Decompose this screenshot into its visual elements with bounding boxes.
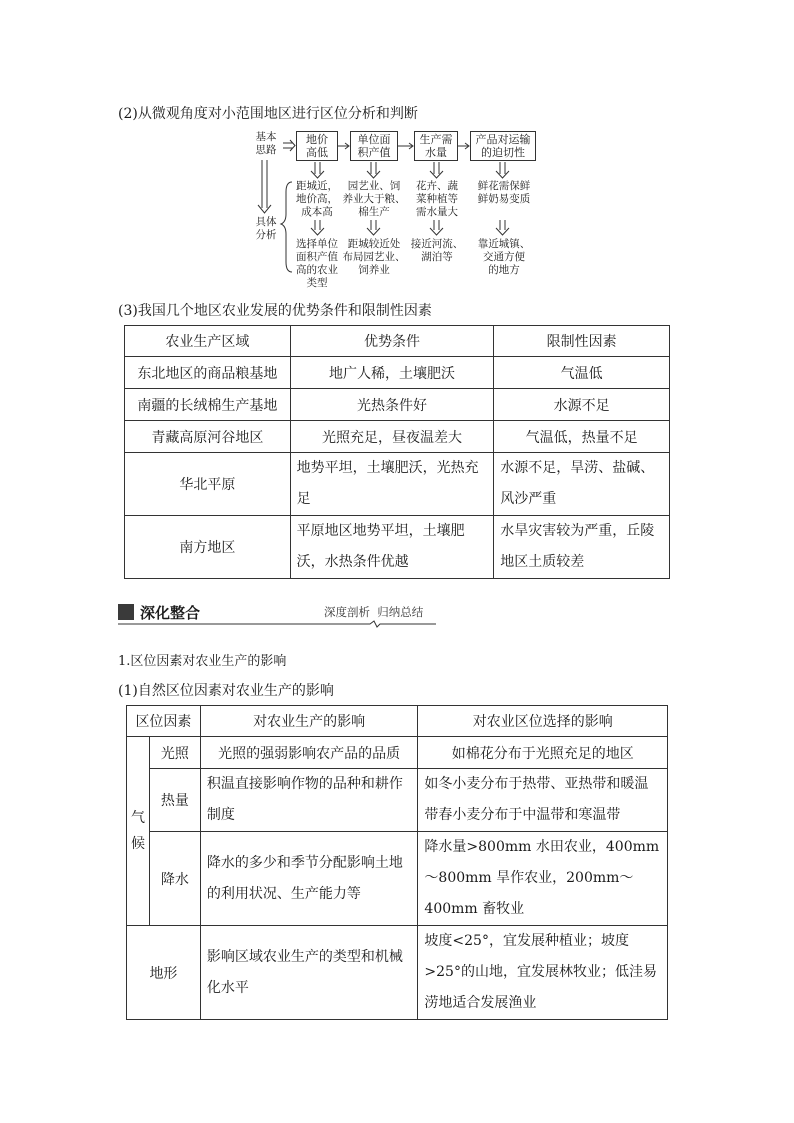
- cell-effect: 光照的强弱影响农产品的品质: [200, 737, 418, 769]
- cell-limit: 水源不足: [494, 389, 670, 421]
- flow-box-land-price: 地价 高低: [296, 131, 338, 161]
- cell-advantage: 平原地区地势平坦，土壤肥沃，水热条件优越: [290, 516, 494, 579]
- specific-analysis-label: 具体 分析: [255, 216, 277, 241]
- down-arrow-icon: [430, 220, 443, 235]
- flow-box-output-value: 单位面 积产值: [350, 131, 398, 161]
- table-row: [125, 421, 670, 453]
- header-region: 农业生产区域: [125, 326, 291, 357]
- flow-r1-c2: 园艺业、饲 养业大于粮、 棉生产: [342, 180, 406, 218]
- table-header-row: [127, 706, 668, 737]
- flow-box-transport-urgency: 产品对运输 的迫切性: [470, 131, 536, 161]
- table-header-row: [125, 326, 670, 357]
- cell-limit: 气温低，热量不足: [494, 421, 670, 453]
- flow-box-water-demand: 生产需 水量: [414, 131, 458, 161]
- flow-r2-c4: 靠近城镇、 交通方便 的地方: [477, 238, 531, 276]
- header-limits: 限制性因素: [494, 326, 670, 357]
- cell-region: 南疆的长绒棉生产基地: [125, 389, 291, 421]
- down-arrow-icon: [496, 220, 509, 235]
- cell-region: 南方地区: [125, 516, 291, 579]
- natural-factors-table: [126, 705, 668, 1020]
- cell-choice: 如冬小麦分布于热带、亚热带和暖温带春小麦分布于中温带和寒温带: [418, 769, 668, 832]
- down-arrow-icon: [496, 162, 509, 178]
- down-arrow-icon: [367, 220, 380, 235]
- cell-region: 青藏高原河谷地区: [125, 421, 291, 453]
- cell-choice: 降水量>800mm 水田农业，400mm～800mm 旱作农业，200mm～400mm 畜牧业: [418, 832, 668, 926]
- flow-r1-c3: 花卉、蔬 菜种植等 需水量大: [416, 180, 458, 218]
- right-arrow-icon: [458, 143, 469, 149]
- cell-region: 华北平原: [125, 453, 291, 516]
- section3-heading: (3)我国几个地区农业发展的优势条件和限制性因素: [118, 303, 432, 319]
- header-advantages: 优势条件: [290, 326, 494, 357]
- cell-factor: 热量: [149, 769, 200, 832]
- flow-r1-c4: 鲜花需保鲜 鲜奶易变质: [477, 180, 531, 205]
- right-arrow-icon: [283, 140, 295, 151]
- banner-title: 深化整合: [140, 604, 201, 622]
- cell-limit: 气温低: [494, 357, 670, 389]
- cell-choice: 如棉花分布于光照充足的地区: [418, 737, 668, 769]
- down-arrow-icon: [430, 162, 443, 178]
- flow-r1-c1: 距城近， 地价高， 成本高: [296, 180, 338, 218]
- table-row: [127, 832, 668, 926]
- basic-idea-label: 基本 思路: [255, 131, 277, 156]
- table-row: [127, 926, 668, 1020]
- banner-subtitle: 深度剖析 归纳总结: [324, 605, 424, 619]
- climate-label: 气 候: [127, 737, 150, 926]
- table-row: [125, 453, 670, 516]
- cell-effect: 影响区域农业生产的类型和机械化水平: [200, 926, 418, 1020]
- down-arrow-icon: [311, 220, 324, 235]
- right-arrow-icon: [398, 143, 413, 149]
- cell-choice: 坡度<25°，宜发展种植业；坡度>25°的山地，宜发展林牧业；低洼易涝地适合发展渔业: [418, 926, 668, 1020]
- cell-advantage: 地势平坦，土壤肥沃，光热充足: [290, 453, 494, 516]
- brace-icon: [281, 182, 292, 272]
- cell-advantage: 光照充足，昼夜温差大: [290, 421, 494, 453]
- cell-limit: 水旱灾害较为严重，丘陵地区土质较差: [494, 516, 670, 579]
- flow-r2-c2: 距城较近处 布局园艺业、 饲养业: [342, 238, 406, 276]
- cell-factor: 地形: [127, 926, 201, 1020]
- cell-limit: 水源不足，旱涝、盐碱、风沙严重: [494, 453, 670, 516]
- table-row: [125, 516, 670, 579]
- header-factor: 区位因素: [127, 706, 201, 737]
- header-location-effect: 对农业区位选择的影响: [418, 706, 668, 737]
- cell-region: 东北地区的商品粮基地: [125, 357, 291, 389]
- section-banner: [118, 601, 436, 625]
- down-arrow-icon: [311, 162, 324, 178]
- flow-r2-c3: 接近河流、 湖泊等: [410, 238, 464, 263]
- down-arrow-icon: [258, 160, 271, 213]
- right-arrow-icon: [338, 143, 349, 149]
- section2-heading: (2)从微观角度对小范围地区进行区位分析和判断: [118, 106, 418, 122]
- cell-factor: 降水: [149, 832, 200, 926]
- region-conditions-table: [124, 325, 670, 579]
- section-square-icon: [118, 604, 134, 620]
- point1-heading: 1.区位因素对农业生产的影响: [118, 654, 287, 669]
- cell-advantage: 光热条件好: [290, 389, 494, 421]
- cell-effect: 降水的多少和季节分配影响土地的利用状况、生产能力等: [200, 832, 418, 926]
- cell-factor: 光照: [149, 737, 200, 769]
- table-row: [127, 769, 668, 832]
- flow-arrows: [0, 0, 794, 300]
- cell-advantage: 地广人稀，土壤肥沃: [290, 357, 494, 389]
- banner-underline: [118, 620, 436, 628]
- point1-subheading: (1)自然区位因素对农业生产的影响: [118, 683, 334, 699]
- down-arrow-icon: [367, 162, 380, 178]
- header-production-effect: 对农业生产的影响: [200, 706, 418, 737]
- table-row: [125, 389, 670, 421]
- table-row: [125, 357, 670, 389]
- cell-effect: 积温直接影响作物的品种和耕作制度: [200, 769, 418, 832]
- table-row: [127, 737, 668, 769]
- flow-r2-c1: 选择单位 面积产值 高的农业 类型: [296, 238, 338, 289]
